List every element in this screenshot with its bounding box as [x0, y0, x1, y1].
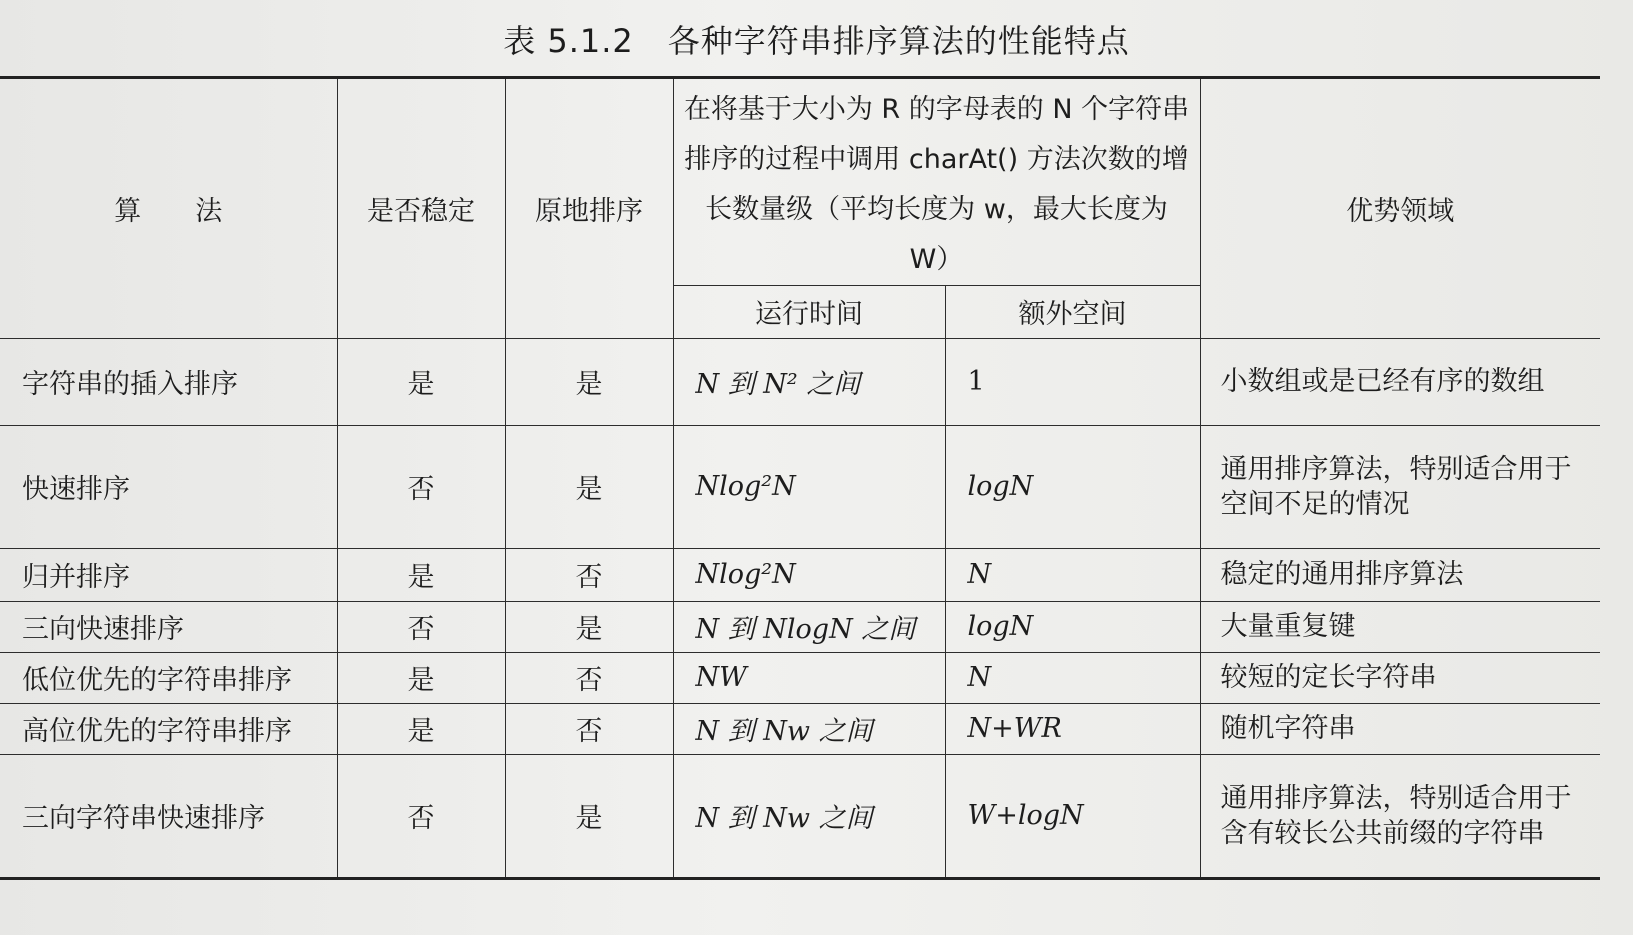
table-row [0, 754, 1600, 878]
in-place-cell: 否 [505, 652, 673, 703]
in-place-cell: 是 [505, 601, 673, 652]
runtime-cell: N 到 N² 之间 [673, 338, 945, 425]
advantage-cell: 大量重复键 [1200, 601, 1600, 652]
advantage-cell: 小数组或是已经有序的数组 [1200, 338, 1600, 425]
advantage-cell: 随机字符串 [1200, 703, 1600, 754]
header-growth-order: 在将基于大小为 R 的字母表的 N 个字符串排序的过程中调用 charAt() 方法次数的增长数量级（平均长度为 w，最大长度为 W） [673, 78, 1200, 286]
advantage-cell: 较短的定长字符串 [1200, 652, 1600, 703]
space-cell: N+WR [945, 703, 1200, 754]
stable-cell: 是 [337, 548, 505, 601]
table-row [0, 338, 1600, 425]
stable-cell: 否 [337, 425, 505, 548]
table-title: 各种字符串排序算法的性能特点 [667, 22, 1130, 60]
space-cell: logN [945, 601, 1200, 652]
algorithm-cell: 归并排序 [0, 548, 337, 601]
header-algorithm: 算 法 [0, 78, 337, 339]
table-row [0, 601, 1600, 652]
space-cell: logN [945, 425, 1200, 548]
in-place-cell: 否 [505, 703, 673, 754]
runtime-cell: N 到 NlogN 之间 [673, 601, 945, 652]
space-cell: N [945, 548, 1200, 601]
advantage-cell: 通用排序算法，特别适合用于空间不足的情况 [1200, 425, 1600, 548]
header-stable: 是否稳定 [337, 78, 505, 339]
algorithm-cell: 三向字符串快速排序 [0, 754, 337, 878]
table-row [0, 548, 1600, 601]
stable-cell: 是 [337, 703, 505, 754]
space-cell: 1 [945, 338, 1200, 425]
in-place-cell: 否 [505, 548, 673, 601]
algorithm-cell: 三向快速排序 [0, 601, 337, 652]
stable-cell: 是 [337, 652, 505, 703]
in-place-cell: 是 [505, 754, 673, 878]
header-runtime: 运行时间 [673, 285, 945, 338]
algorithm-cell: 高位优先的字符串排序 [0, 703, 337, 754]
algorithm-cell: 字符串的插入排序 [0, 338, 337, 425]
runtime-cell: N 到 Nw 之间 [673, 703, 945, 754]
stable-cell: 是 [337, 338, 505, 425]
runtime-cell: Nlog²N [673, 425, 945, 548]
space-cell: N [945, 652, 1200, 703]
table-number: 表 5.1.2 [503, 22, 634, 60]
header-in-place: 原地排序 [505, 78, 673, 339]
header-advantages: 优势领域 [1200, 78, 1600, 339]
in-place-cell: 是 [505, 425, 673, 548]
advantage-cell: 通用排序算法，特别适合用于含有较长公共前缀的字符串 [1200, 754, 1600, 878]
table-caption [0, 16, 1633, 62]
runtime-cell: Nlog²N [673, 548, 945, 601]
runtime-cell: NW [673, 652, 945, 703]
runtime-cell: N 到 Nw 之间 [673, 754, 945, 878]
table-row [0, 425, 1600, 548]
algorithm-cell: 低位优先的字符串排序 [0, 652, 337, 703]
stable-cell: 否 [337, 601, 505, 652]
algorithm-cell: 快速排序 [0, 425, 337, 548]
in-place-cell: 是 [505, 338, 673, 425]
advantage-cell: 稳定的通用排序算法 [1200, 548, 1600, 601]
table-row [0, 703, 1600, 754]
header-extra-space: 额外空间 [945, 285, 1200, 338]
comparison-table-wrapper [0, 76, 1600, 880]
string-sort-performance-table [0, 76, 1600, 880]
stable-cell: 否 [337, 754, 505, 878]
table-row [0, 652, 1600, 703]
space-cell: W+logN [945, 754, 1200, 878]
